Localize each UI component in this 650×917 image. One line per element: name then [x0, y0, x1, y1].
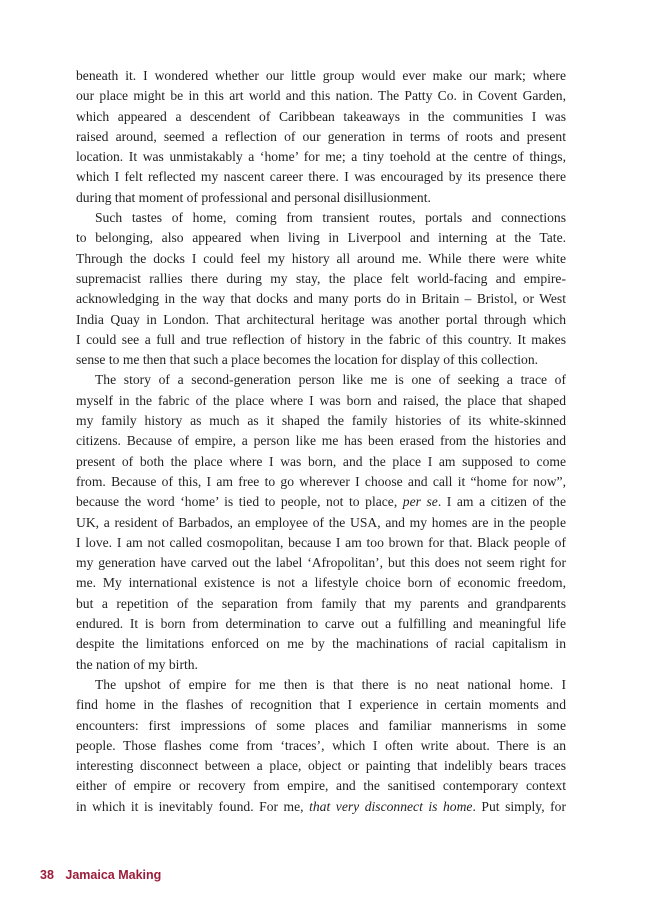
text-run: Through the docks I could feel my history all around me. While there were white: [76, 250, 566, 266]
text-line: [76, 472, 566, 492]
body-text: [76, 66, 566, 817]
italic-run: that very disconnect is home: [309, 798, 473, 814]
text-line: [76, 107, 566, 127]
text-run: the nation of my birth.: [76, 656, 198, 672]
text-run: acknowledging in the way that docks and many ports do in Britain – Bristol, or West: [76, 291, 566, 307]
text-run: interesting disconnect between a place, object or painting that indelibly bears traces: [76, 758, 566, 774]
text-line: [76, 350, 566, 370]
text-line: [76, 553, 566, 573]
text-line: [76, 675, 566, 695]
text-run: which appeared a descendent of Caribbean takeaways in the communities I was: [76, 108, 566, 124]
text-line: [76, 797, 566, 817]
text-run: present of both the place where I was born, and the place I am supposed to come: [76, 453, 566, 469]
text-run: sense to me then that such a place becomes the location for display of this collection.: [76, 352, 539, 368]
text-line: [76, 66, 566, 86]
text-line: [76, 756, 566, 776]
text-run: because the word ‘home’ is tied to people, not to place,: [76, 494, 403, 510]
text-run: I could see a full and true reflection of history in the fabric of this country. It makes: [76, 331, 566, 347]
text-line: [76, 695, 566, 715]
text-line: [76, 513, 566, 533]
text-run: myself in the fabric of the place where I was born and raised, the place that shaped: [76, 392, 566, 408]
text-run: either of empire or recovery from empire, and the sanitised contemporary context: [76, 778, 566, 794]
text-run: raised around, seemed a reflection of our generation in terms of roots and present: [76, 128, 566, 144]
text-line: [76, 289, 566, 309]
text-run: UK, a resident of Barbados, an employee of the USA, and my homes are in the people: [76, 514, 566, 530]
text-run: but a repetition of the separation from family that my parents and grandparents: [76, 595, 566, 611]
text-line: [76, 411, 566, 431]
text-run: my generation have carved out the label ‘Afropolitan’, but this does not seem right for: [76, 555, 566, 571]
text-line: [76, 736, 566, 756]
page-number: 38: [40, 868, 54, 882]
text-run: Such tastes of home, coming from transient routes, portals and connections: [95, 210, 566, 226]
text-run: people. Those flashes come from ‘traces’, which I often write about. There is an: [76, 737, 566, 753]
text-run: beneath it. I wondered whether our little group would ever make our mark; where: [76, 68, 566, 83]
text-line: [76, 167, 566, 187]
italic-run: per se: [402, 494, 438, 510]
text-run: find home in the flashes of recognition that I experience in certain moments and: [76, 697, 566, 713]
text-run: which I felt reflected my nascent career there. I was encouraged by its presence there: [76, 169, 566, 185]
text-run: me. My international existence is not a lifestyle choice born of economic freedom,: [76, 575, 566, 591]
text-run: I love. I am not called cosmopolitan, because I am too brown for that. Black people of: [76, 534, 566, 550]
text-line: [76, 452, 566, 472]
text-run: India Quay in London. That architectural heritage was another portal through which: [76, 311, 566, 327]
text-run: location. It was unmistakably a ‘home’ for me; a tiny toehold at the centre of things,: [76, 149, 566, 165]
text-run: during that moment of professional and personal disillusionment.: [76, 189, 431, 205]
text-run: The upshot of empire for me then is that there is no neat national home. I: [95, 676, 566, 692]
text-line: [76, 594, 566, 614]
text-line: [76, 573, 566, 593]
text-line: [76, 655, 566, 675]
text-line: [76, 127, 566, 147]
text-line: [76, 147, 566, 167]
text-line: [76, 269, 566, 289]
text-line: [76, 614, 566, 634]
text-run: despite the limitations enforced on me by the machinations of racial capitalism in: [76, 636, 566, 652]
text-line: [76, 431, 566, 451]
text-line: [76, 208, 566, 228]
text-run: endured. It is born from determination to carve out a fulfilling and meaningful life: [76, 616, 566, 632]
text-run: . I am a citizen of the: [437, 494, 566, 510]
text-line: [76, 533, 566, 553]
text-line: [76, 492, 566, 512]
text-line: [76, 188, 566, 208]
text-run: to belonging, also appeared when living in Liverpool and interning at the Tate.: [76, 230, 566, 246]
text-line: [76, 391, 566, 411]
text-line: [76, 776, 566, 796]
text-run: supremacist rallies there during my stay, the place felt world-facing and empire-: [76, 270, 566, 286]
page-footer: [40, 868, 161, 882]
text-line: [76, 228, 566, 248]
text-line: [76, 310, 566, 330]
text-run: my family history as much as it shaped the family histories of its white-skinned: [76, 413, 566, 429]
text-line: [76, 716, 566, 736]
text-line: [76, 86, 566, 106]
text-run: citizens. Because of empire, a person like me has been erased from the histories and: [76, 433, 566, 449]
text-run: our place might be in this art world and this nation. The Patty Co. in Covent Garden,: [76, 88, 566, 104]
text-run: . Put simply, for: [472, 798, 567, 814]
text-run: from. Because of this, I am free to go wherever I choose and call it “home for now”,: [76, 473, 566, 489]
text-run: The story of a second-generation person like me is one of seeking a trace of: [95, 372, 566, 388]
text-line: [76, 634, 566, 654]
text-line: [76, 330, 566, 350]
running-title: Jamaica Making: [65, 868, 162, 882]
text-run: encounters: first impressions of some places and familiar mannerisms in some: [76, 717, 566, 733]
text-line: [76, 249, 566, 269]
text-line: [76, 370, 566, 390]
text-run: in which it is inevitably found. For me,: [76, 798, 310, 814]
